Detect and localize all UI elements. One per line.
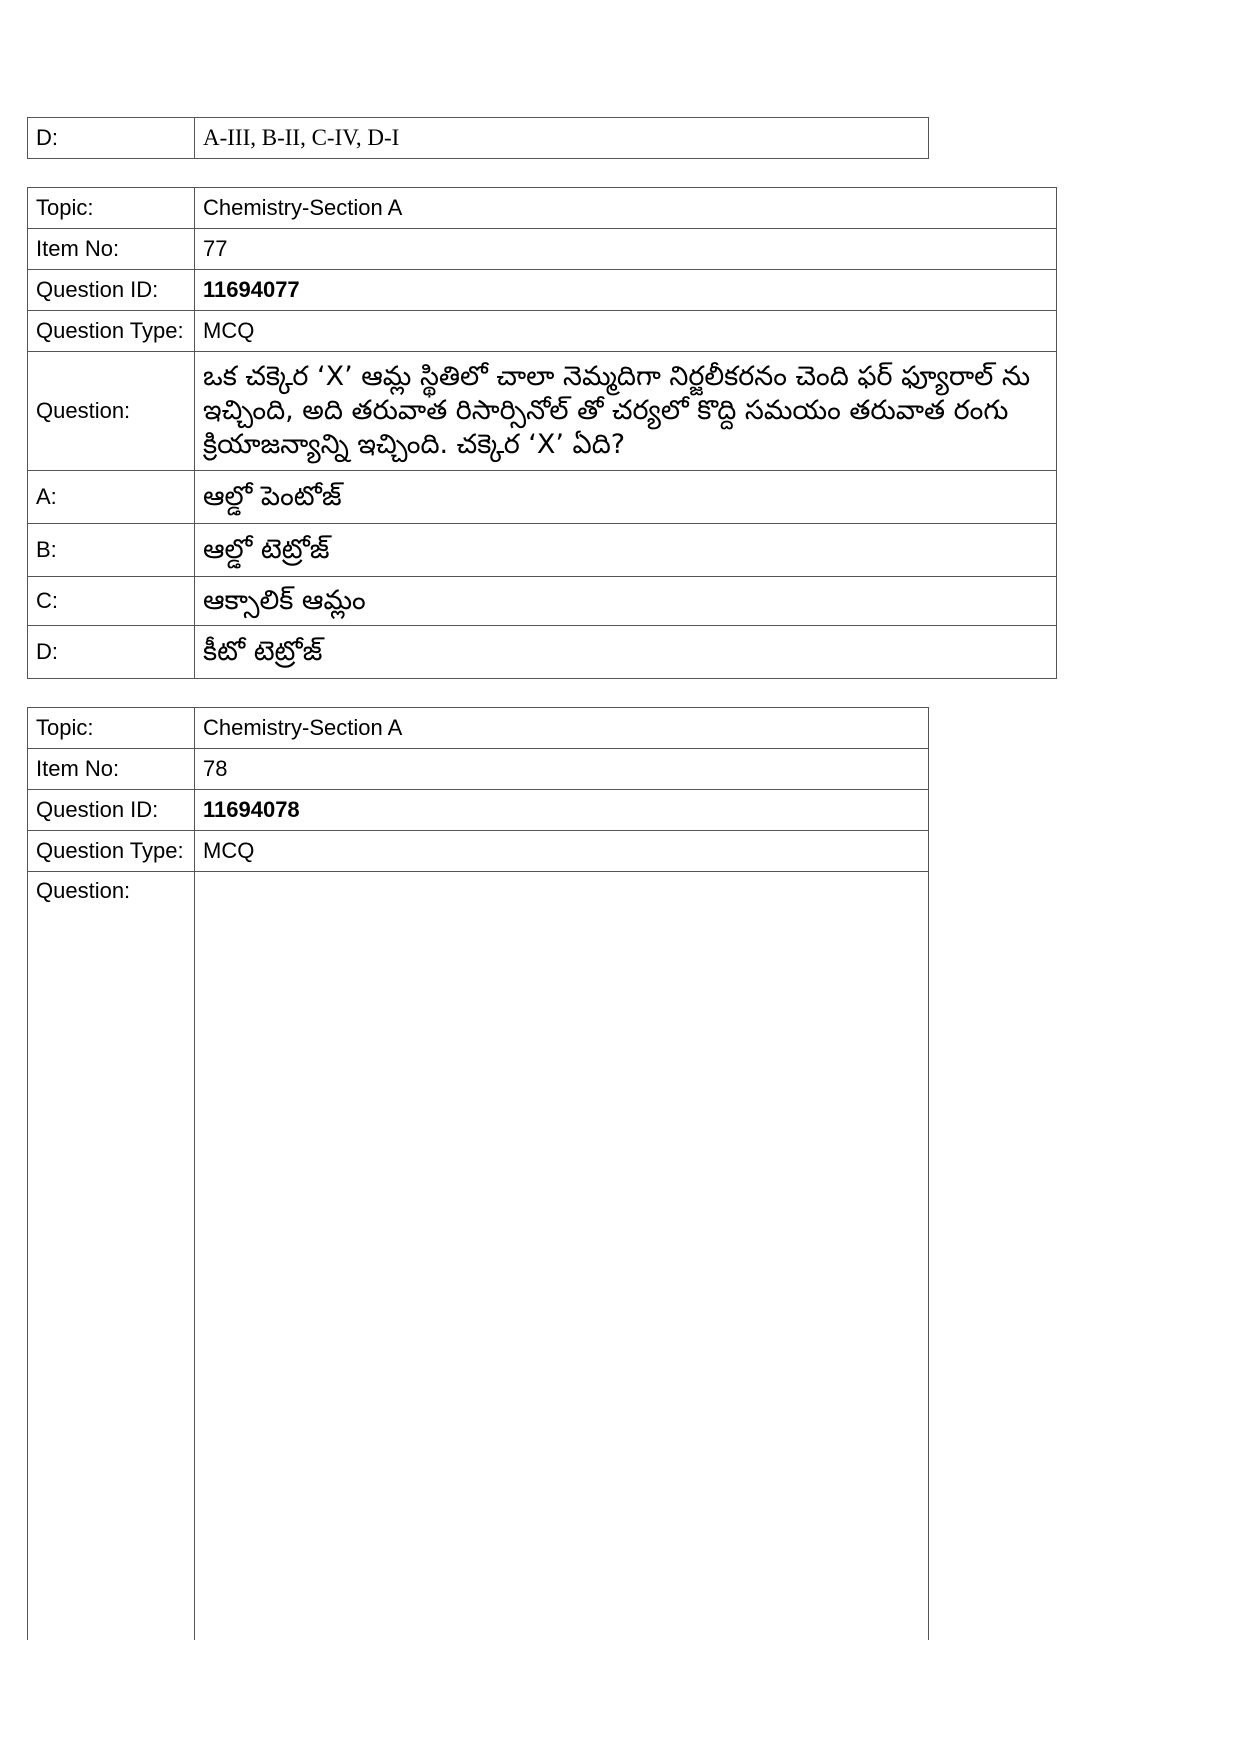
option-row-c <box>28 577 1057 626</box>
question-label: Question: <box>28 352 195 471</box>
previous-item-table <box>27 117 929 159</box>
item-no-label: Item No: <box>28 229 195 270</box>
item-no-value: 78 <box>195 749 929 790</box>
topic-value: Chemistry-Section A <box>195 708 929 749</box>
option-b-value: ఆల్డో టెట్రోజ్ <box>195 524 1057 577</box>
question-id-value: 11694078 <box>195 790 929 831</box>
question-text: ఒక చక్కెర ‘X’ ఆమ్ల స్థితిలో చాలా నెమ్మదిగా నిర్జలీకరనం చెంది ఫర్ ఫ్యూరాల్ ను ఇచ్చింది, అది తరువాత రిసార్సినోల్ తో చర్యలో కొద్ది సమయం తరువాత రంగు క్రియాజన్యాన్ని ఇచ్చింది. చక్కెర ‘X’ ఏది? <box>195 352 1057 471</box>
option-label: D: <box>28 118 195 159</box>
option-d-value: కీటో టెట్రోజ్ <box>195 626 1057 679</box>
topic-label: Topic: <box>28 188 195 229</box>
question-type-value: MCQ <box>195 311 1057 352</box>
question-id-label: Question ID: <box>28 270 195 311</box>
question-type-value: MCQ <box>195 831 929 872</box>
item-no-row <box>28 749 929 790</box>
topic-value: Chemistry-Section A <box>195 188 1057 229</box>
question-id-label: Question ID: <box>28 790 195 831</box>
option-c-label: C: <box>28 577 195 626</box>
question-label: Question: <box>28 872 195 1641</box>
topic-row <box>28 708 929 749</box>
item-78-table <box>27 707 929 1640</box>
question-row <box>28 872 929 1641</box>
option-a-label: A: <box>28 471 195 524</box>
question-row <box>28 352 1057 471</box>
question-text <box>195 872 929 1641</box>
question-id-value: 11694077 <box>195 270 1057 311</box>
option-c-value: ఆక్సాలిక్ ఆమ్లం <box>195 577 1057 626</box>
item-77-table <box>27 187 1057 679</box>
question-type-row <box>28 831 929 872</box>
topic-row <box>28 188 1057 229</box>
option-row-a <box>28 471 1057 524</box>
question-id-row <box>28 790 929 831</box>
question-type-row <box>28 311 1057 352</box>
item-no-label: Item No: <box>28 749 195 790</box>
question-type-label: Question Type: <box>28 831 195 872</box>
option-a-value: ఆల్డో పెంటోజ్ <box>195 471 1057 524</box>
option-row-b <box>28 524 1057 577</box>
option-value: A-III, B-II, C-IV, D-I <box>195 118 929 159</box>
option-row-d <box>28 626 1057 679</box>
item-no-value: 77 <box>195 229 1057 270</box>
option-b-label: B: <box>28 524 195 577</box>
topic-label: Topic: <box>28 708 195 749</box>
item-no-row <box>28 229 1057 270</box>
option-row <box>28 118 929 159</box>
option-d-label: D: <box>28 626 195 679</box>
question-id-row <box>28 270 1057 311</box>
question-type-label: Question Type: <box>28 311 195 352</box>
